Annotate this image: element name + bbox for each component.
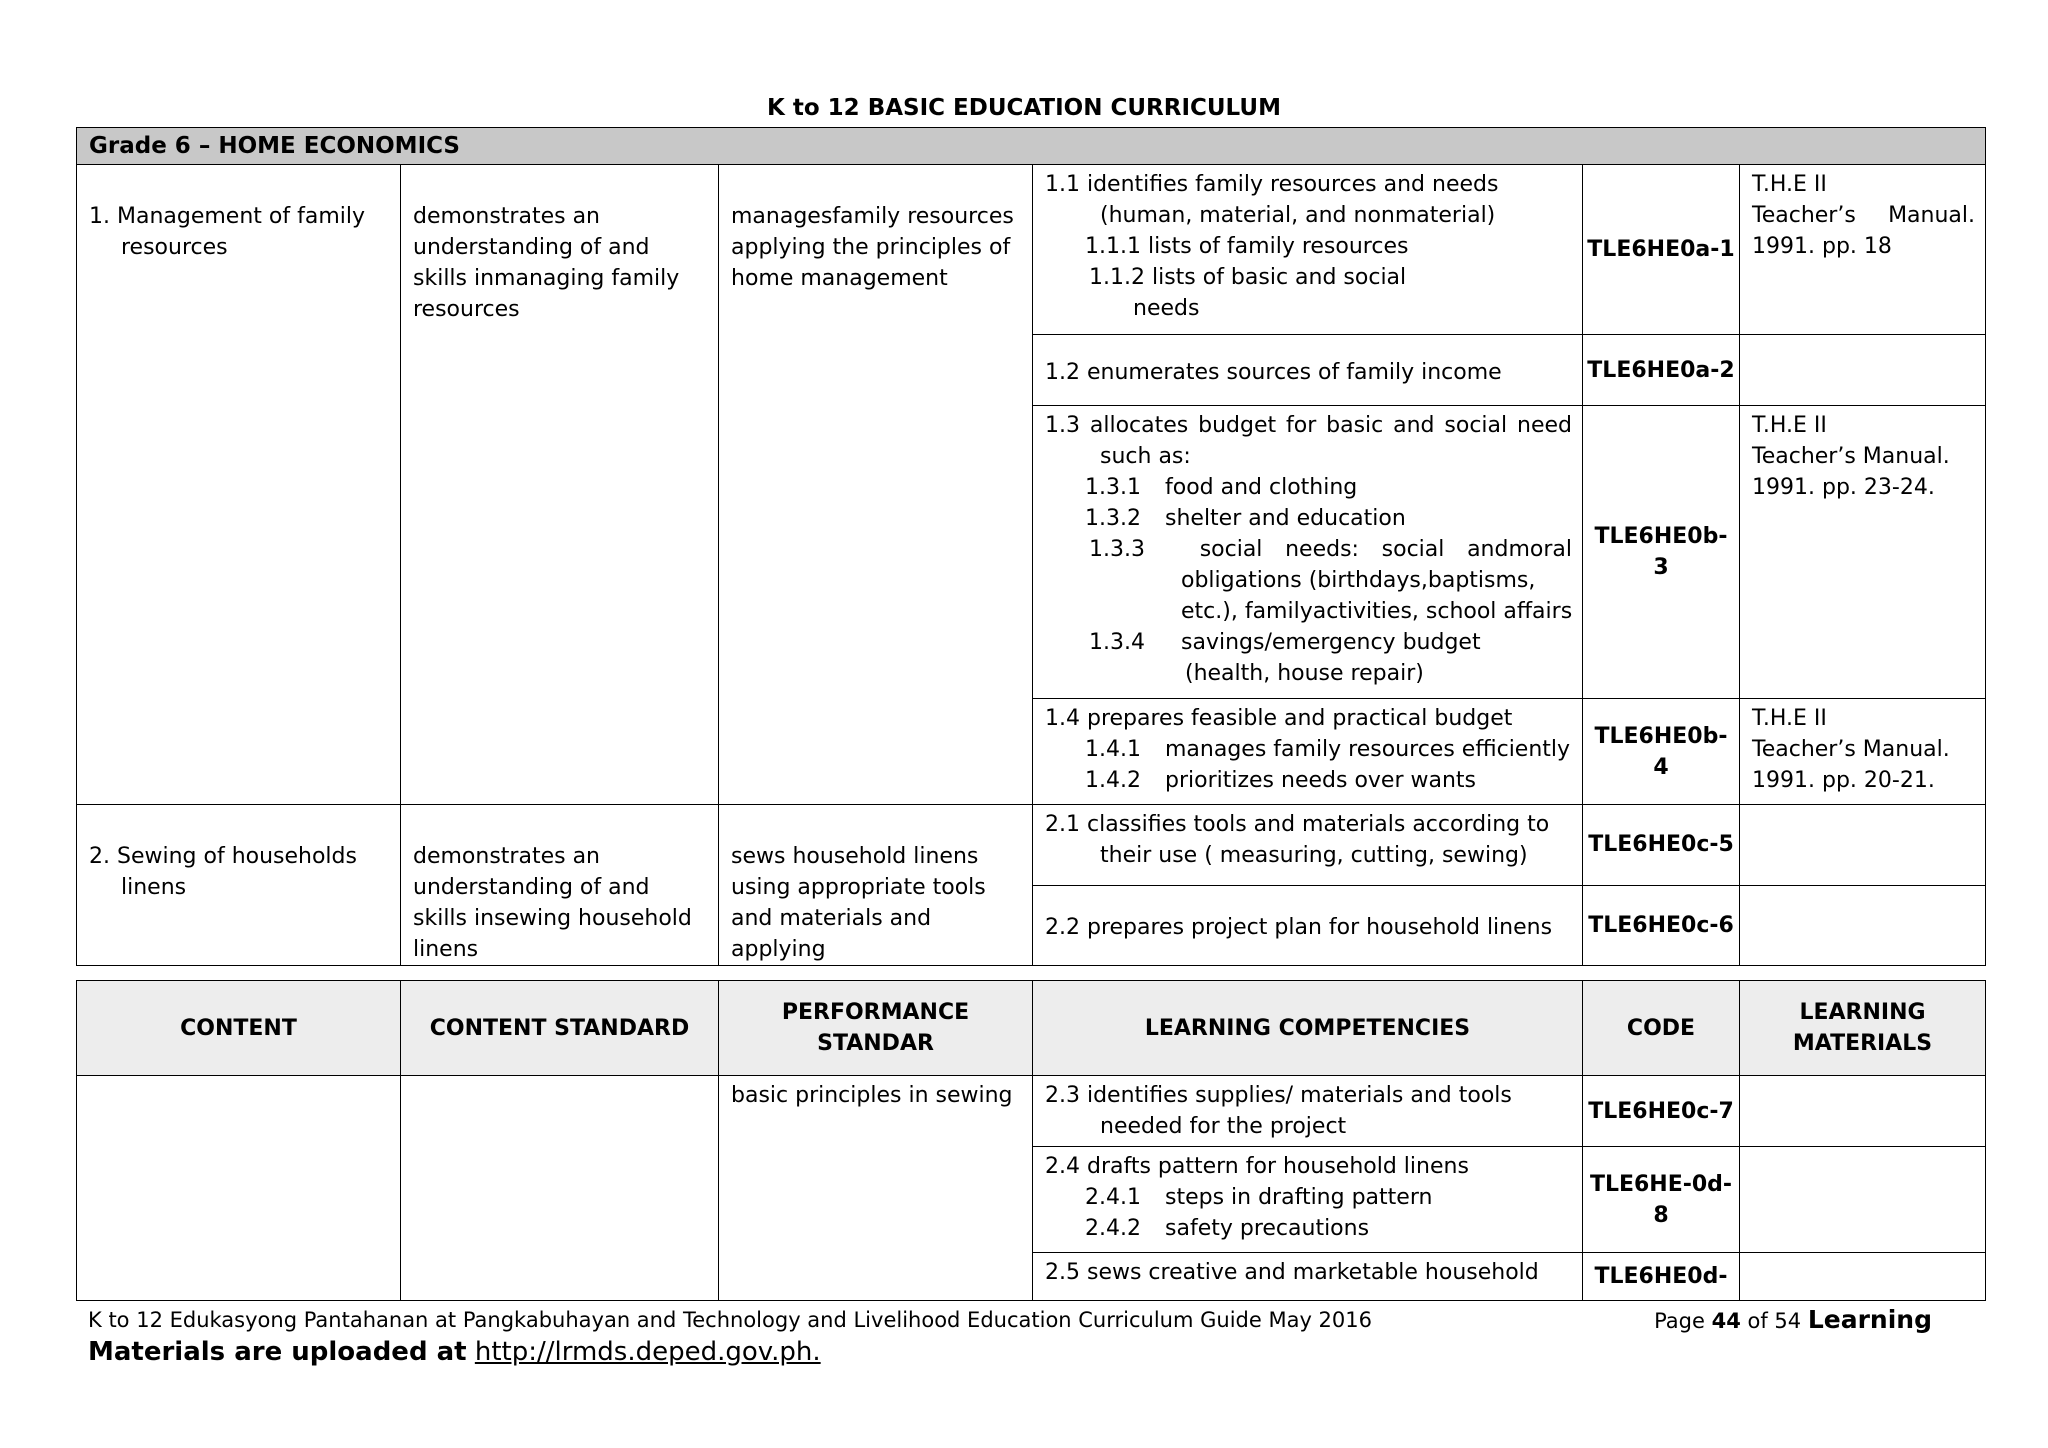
header-code: CODE [1583,981,1740,1076]
header-content: CONTENT [77,981,401,1076]
item-number: 2.4.2 [1085,1216,1141,1241]
item-text: savings/emergency budget [1181,630,1481,655]
competency-word: social [1444,413,1508,438]
grade-header: Grade 6 – HOME ECONOMICS [77,128,1986,165]
content-line: resources [121,235,228,260]
materials-line: Teacher’s Manual. [1752,737,1950,762]
competency-cell [1033,165,1583,335]
table-header-row [77,981,1986,1076]
item-word: andmoral [1467,537,1572,562]
code-cell: TLE6HE-0d- 8 [1583,1147,1740,1253]
footer-page-word: Page [1654,1309,1705,1333]
competency-line [1045,734,1572,765]
performance-standard-cell: sews household linens using appropriate tools and materials and applying [719,805,1033,966]
competency-cell: 1.2 enumerates sources of family income [1033,335,1583,406]
header-learning-materials [1740,981,1986,1076]
item-text: safety precautions [1165,1216,1370,1241]
header-line: LEARNING [1799,1000,1926,1025]
competency-line: etc.), familyactivities, school affairs [1181,599,1573,624]
competency-word: basic [1326,413,1384,438]
header-performance-standard [719,981,1033,1076]
materials-word: Teacher’s [1752,203,1856,228]
item-number: 1.4.2 [1085,768,1141,793]
competency-line: such as: [1100,444,1191,469]
footer-page-total: of 54 [1747,1309,1802,1333]
curriculum-table-top [76,127,1986,966]
competency-cell [1033,805,1583,886]
content-standard-cell: demonstrates an understanding of and skills insewing household linens [401,805,719,966]
competency-line: 2.1 classifies tools and materials according to [1045,812,1550,837]
footer-materials-text: Materials are uploaded at [88,1337,467,1367]
page-footer [88,1305,1932,1336]
competency-line [1045,472,1572,503]
competency-line: needs [1133,296,1200,321]
competency-word: and [1393,413,1435,438]
content-line: linens [121,875,187,900]
materials-cell [1740,1147,1986,1253]
item-text: manages family resources efficiently [1165,737,1571,762]
competency-line: 1.4 prepares feasible and practical budget [1045,706,1513,731]
item-number: 1.3.4 [1089,630,1145,655]
competency-cell [1033,1076,1583,1147]
content-cell [77,165,401,805]
competency-line [1045,1182,1572,1213]
competency-line: (health, house repair) [1185,661,1424,686]
materials-cell [1740,406,1986,699]
item-text: shelter and education [1165,506,1406,531]
materials-cell [1740,1076,1986,1147]
competency-line: 2.3 identifies supplies/ materials and tools [1045,1083,1512,1108]
materials-word: Manual. [1888,203,1975,228]
content-cell [77,1076,401,1301]
materials-line: T.H.E II [1752,706,1827,731]
competency-cell: 2.2 prepares project plan for household linens [1033,885,1583,966]
competency-line [1045,534,1572,565]
content-line: 1. Management of family [89,204,365,229]
item-word: social [1199,537,1263,562]
document-title: K to 12 BASIC EDUCATION CURRICULUM [767,95,1281,121]
header-content-standard: CONTENT STANDARD [401,981,719,1076]
competency-line [1045,627,1572,658]
item-word: social [1381,537,1445,562]
code-cell: TLE6HE0b-3 [1583,406,1740,699]
code-cell: TLE6HE0d- [1583,1253,1740,1301]
materials-line: Teacher’s Manual. [1752,444,1950,469]
code-cell: TLE6HE0b-4 [1583,699,1740,805]
competency-line [1045,1213,1572,1244]
competency-line: obligations (birthdays,baptisms, [1181,568,1536,593]
code-cell: TLE6HE0c-5 [1583,805,1740,886]
header-line: MATERIALS [1792,1031,1933,1056]
item-number: 1.3.1 [1085,475,1141,500]
competency-line [1045,410,1572,441]
competency-cell [1033,406,1583,699]
competency-word: allocates [1089,413,1189,438]
content-standard-cell: demonstrates an understanding of and skills inmanaging family resources [401,165,719,805]
materials-cell [1740,885,1986,966]
competency-line: 1.1.1 lists of family resources [1085,234,1409,259]
competency-line: 1.1 identifies family resources and needs [1045,172,1499,197]
materials-line: 1991. pp. 23-24. [1752,475,1935,500]
header-learning-competencies: LEARNING COMPETENCIES [1033,981,1583,1076]
materials-line: 1991. pp. 18 [1752,234,1892,259]
header-line: PERFORMANCE [781,1000,970,1025]
content-line: 2. Sewing of households [89,844,357,869]
item-number: 2.4.1 [1085,1185,1141,1210]
competency-word: 1.3 [1045,413,1080,438]
competency-word: budget [1198,413,1277,438]
materials-cell [1740,699,1986,805]
footer-learning-word: Learning [1807,1305,1932,1334]
competency-cell [1033,1147,1583,1253]
content-standard-cell [401,1076,719,1301]
competency-line: their use ( measuring, cutting, sewing) [1100,843,1528,868]
competency-word: for [1286,413,1317,438]
competency-line: 2.4 drafts pattern for household linens [1045,1154,1469,1179]
item-word: needs: [1285,537,1359,562]
materials-cell [1740,165,1986,335]
competency-line: needed for the project [1100,1114,1347,1139]
item-text: steps in drafting pattern [1165,1185,1433,1210]
competency-line [1045,765,1572,796]
competency-cell [1033,699,1583,805]
code-cell: TLE6HE0a-2 [1583,335,1740,406]
item-text: food and clothing [1165,475,1358,500]
code-cell: TLE6HE0c-7 [1583,1076,1740,1147]
competency-word: need [1517,413,1572,438]
header-line: STANDAR [817,1031,934,1056]
materials-line: 1991. pp. 20-21. [1752,768,1935,793]
materials-cell [1740,335,1986,406]
item-number: 1.3.2 [1085,506,1141,531]
curriculum-table-bottom [76,980,1986,1301]
materials-cell [1740,1253,1986,1301]
item-number: 1.4.1 [1085,737,1141,762]
footer-page-info [1654,1305,1932,1336]
item-number: 1.3.3 [1089,537,1145,562]
code-cell: TLE6HE0a-1 [1583,165,1740,335]
code-cell: TLE6HE0c-6 [1583,885,1740,966]
performance-standard-cell: managesfamily resources applying the principles of home management [719,165,1033,805]
competency-line: (human, material, and nonmaterial) [1100,203,1496,228]
lrmds-link[interactable]: http://lrmds.deped.gov.ph. [474,1337,821,1367]
competency-line [1045,503,1572,534]
competency-line: 1.1.2 lists of basic and social [1089,265,1407,290]
footer-materials-line [88,1337,821,1367]
footer-page-number: 44 [1711,1309,1741,1333]
materials-line: T.H.E II [1752,413,1827,438]
materials-cell [1740,805,1986,886]
performance-standard-cell: basic principles in sewing [719,1076,1033,1301]
materials-line [1752,200,1975,231]
content-cell [77,805,401,966]
competency-cell: 2.5 sews creative and marketable household [1033,1253,1583,1301]
item-text: prioritizes needs over wants [1165,768,1477,793]
footer-guide-text: K to 12 Edukasyong Pantahanan at Pangkabuhayan and Technology and Livelihood Education Curriculum Guide May 2016 [88,1308,1372,1332]
materials-line: T.H.E II [1752,172,1827,197]
